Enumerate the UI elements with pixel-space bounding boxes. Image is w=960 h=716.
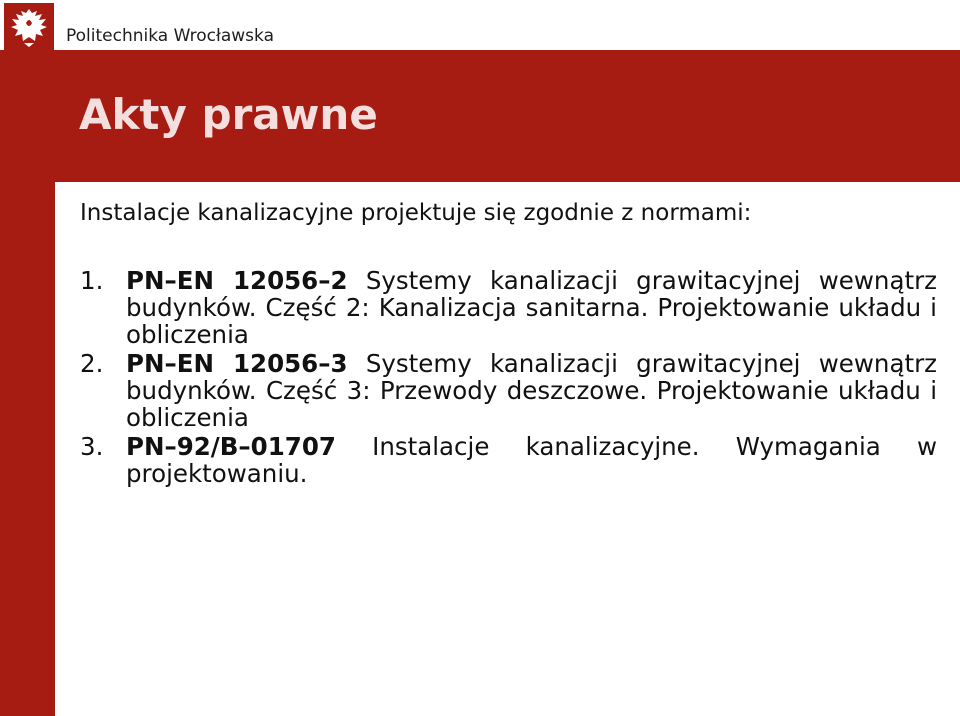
norms-list <box>80 267 937 487</box>
list-item <box>80 267 937 348</box>
title-band <box>55 50 960 182</box>
page-title: Akty prawne <box>79 90 378 139</box>
norm-description: Systemy kanalizacji grawitacyjnej wewnątrz budynków. Część 3: Przewody deszczowe. Projektowanie układu i obliczenia <box>126 349 938 432</box>
university-name: Politechnika Wrocławska <box>66 26 274 46</box>
eagle-shield-icon <box>4 3 54 50</box>
list-item-number: 2. <box>80 349 104 378</box>
left-red-strip <box>0 50 55 716</box>
list-item-number: 1. <box>80 266 104 295</box>
norm-description: Instalacje kanalizacyjne. Wymagania w projektowaniu. <box>126 432 937 488</box>
slide-content <box>80 197 937 489</box>
intro-text: Instalacje kanalizacyjne projektuje się zgodnie z normami: <box>80 200 752 226</box>
list-item-number: 3. <box>80 432 104 461</box>
norm-code: PN–EN 12056–3 <box>126 349 348 378</box>
norm-description: Systemy kanalizacji grawitacyjnej wewnątrz budynków. Część 2: Kanalizacja sanitarna. Projektowanie układu i obliczenia <box>126 266 938 349</box>
norm-code: PN–EN 12056–2 <box>126 266 348 295</box>
header-bar <box>0 0 960 50</box>
norm-code: PN–92/B–01707 <box>126 432 336 461</box>
list-item <box>80 350 937 431</box>
list-item <box>80 433 937 487</box>
